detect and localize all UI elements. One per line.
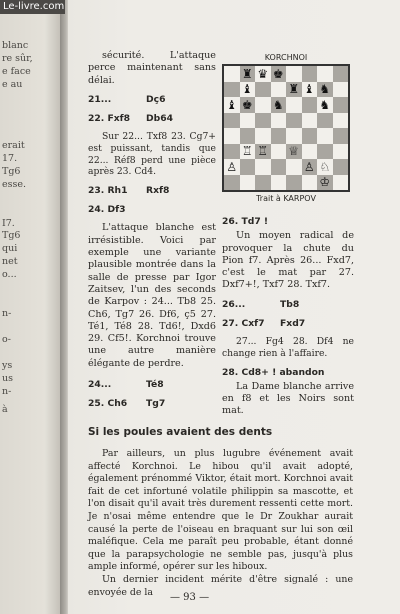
board-square: ♞ xyxy=(317,97,333,113)
board-square xyxy=(286,66,302,82)
move-number: 25. Ch6 xyxy=(88,398,128,410)
board-square: ♖ xyxy=(240,144,256,160)
left-fragment: Tg6 xyxy=(2,166,21,177)
chess-board xyxy=(222,64,350,192)
board-square xyxy=(271,128,287,144)
left-fragment: qui xyxy=(2,243,18,254)
board-square: ♔ xyxy=(317,175,333,191)
board-square xyxy=(286,175,302,191)
board-square xyxy=(333,144,349,160)
board-square xyxy=(333,113,349,129)
left-fragment: blanc xyxy=(2,40,29,51)
board-square xyxy=(317,144,333,160)
move-note: 27... Fg4 28. Df4 ne change rien à l'affaire. xyxy=(222,336,354,359)
board-square: ♚ xyxy=(240,97,256,113)
board-square xyxy=(286,97,302,113)
board-square xyxy=(333,128,349,144)
board-square: ♕ xyxy=(286,144,302,160)
left-fragment: e au xyxy=(2,79,23,90)
board-square: ♜ xyxy=(286,82,302,98)
board-square xyxy=(333,175,349,191)
board-square: ♝ xyxy=(302,82,318,98)
board-square: ♖ xyxy=(255,144,271,160)
move-text: Té8 xyxy=(146,379,164,391)
board-square xyxy=(255,82,271,98)
move-number: 24... xyxy=(88,379,112,391)
final-text: La Dame blanche arrive en f8 et les Noirs sont mat. xyxy=(222,380,354,417)
move-text: 28. Cd8+ ! abandon xyxy=(222,366,325,378)
board-square xyxy=(302,175,318,191)
board-square: ♝ xyxy=(224,97,240,113)
diagram-bottom-label: Trait à KARPOV xyxy=(256,194,316,203)
board-square xyxy=(224,66,240,82)
left-fragment: esse. xyxy=(2,179,27,190)
board-square xyxy=(240,175,256,191)
left-fragment: n- xyxy=(2,386,12,397)
move-text: Tb8 xyxy=(280,298,300,310)
left-fragment: o... xyxy=(2,269,17,280)
move-number: 22. Fxf8 xyxy=(88,113,131,125)
watermark: Le-livre.com xyxy=(0,0,65,14)
board-square: ♞ xyxy=(271,97,287,113)
move-line xyxy=(222,299,354,311)
board-square xyxy=(240,113,256,129)
board-square xyxy=(271,113,287,129)
analysis-paragraph: Un moyen radical de provoquer la chute du Pion f7. Après 26... Fxd7, c'est le mat par 27. Dxf7+!, Txf7 28. Txf7. xyxy=(222,230,354,291)
move-number: 26... xyxy=(222,298,246,310)
board-square xyxy=(333,97,349,113)
board-square xyxy=(302,144,318,160)
move-number: 24. Df3 xyxy=(88,204,126,216)
left-page-edge xyxy=(0,0,64,614)
board-square xyxy=(255,97,271,113)
diagram-top-label: KORCHNOI xyxy=(264,53,308,62)
board-square xyxy=(224,113,240,129)
move-number: 27. Cxf7 xyxy=(222,318,265,330)
board-square xyxy=(333,82,349,98)
move-line xyxy=(88,379,216,391)
move-number: 21... xyxy=(88,93,112,105)
section-paragraph: Un dernier incident mérite d'être signalé : une envoyée de la xyxy=(88,573,353,598)
section-title: Si les poules avaient des dents xyxy=(88,426,273,438)
move-line xyxy=(88,185,216,197)
move-text: Tg7 xyxy=(146,398,166,410)
board-square xyxy=(255,128,271,144)
board-square xyxy=(302,97,318,113)
section-body xyxy=(88,448,353,599)
board-square: ♞ xyxy=(317,82,333,98)
board-square xyxy=(255,113,271,129)
board-square xyxy=(317,128,333,144)
board-square: ♛ xyxy=(255,66,271,82)
board-square xyxy=(224,128,240,144)
board-square xyxy=(286,128,302,144)
board-square xyxy=(302,113,318,129)
page-number: — 93 — xyxy=(170,592,210,603)
move-note: Sur 22... Txf8 23. Cg7+ est puissant, tandis que 22... Réf8 perd une pièce après 23. Cd4. xyxy=(88,131,216,178)
move-line xyxy=(222,216,354,228)
left-fragment: à xyxy=(2,404,8,415)
move-line xyxy=(222,318,354,330)
board-square xyxy=(224,144,240,160)
left-fragment: erait xyxy=(2,140,25,151)
intro-text: sécurité. L'attaque perce maintenant sans délai. xyxy=(88,50,216,86)
board-square: ♙ xyxy=(224,159,240,175)
board-square xyxy=(286,113,302,129)
left-fragment: I7. xyxy=(2,218,15,229)
left-column xyxy=(88,50,216,417)
board-square xyxy=(240,128,256,144)
section-paragraph: Par ailleurs, un plus lugubre événement avait affecté Korchnoi. Le hibou qu'il avait adopté, également prénommé Viktor, était mort. Korchnoi avait fait de cet infortuné volatile philippin sa mascotte, et l'on disait qu'il avait très durement ressenti cette mort. Je n'osai même entendre que le Dr Zoukhar aurait causé la perte de l'oiseau en braquant sur lui son œil maléfique. Cela me paraît peu probable, étant donné que la parapsychologie ne semble pas, jusqu'à plus ample informé, opérer sur les hiboux. xyxy=(88,448,353,573)
board-square xyxy=(271,82,287,98)
board-square xyxy=(240,159,256,175)
board-square xyxy=(333,66,349,82)
move-line xyxy=(88,113,216,125)
board-square xyxy=(302,66,318,82)
board-square xyxy=(333,159,349,175)
board-square xyxy=(317,113,333,129)
move-line xyxy=(88,398,216,410)
left-fragment: Tg6 xyxy=(2,230,21,241)
board-square xyxy=(255,175,271,191)
left-fragment: net xyxy=(2,256,18,267)
board-square: ♝ xyxy=(240,82,256,98)
board-square xyxy=(255,159,271,175)
move-line xyxy=(222,367,354,379)
board-square: ♙ xyxy=(302,159,318,175)
board-square xyxy=(271,144,287,160)
left-fragment: ys xyxy=(2,360,13,371)
move-number: 23. Rh1 xyxy=(88,184,128,196)
right-column xyxy=(222,216,354,418)
move-line xyxy=(88,94,216,106)
board-square: ♚ xyxy=(271,66,287,82)
board-square: ♘ xyxy=(317,159,333,175)
board-square xyxy=(224,175,240,191)
left-fragment: 17. xyxy=(2,153,18,164)
move-text: Rxf8 xyxy=(146,184,170,196)
chess-diagram xyxy=(221,53,351,203)
left-fragment: e face xyxy=(2,66,31,77)
left-fragment: o- xyxy=(2,334,11,345)
board-square xyxy=(302,128,318,144)
left-fragment: us xyxy=(2,373,13,384)
move-text: Dç6 xyxy=(146,93,166,105)
board-square xyxy=(224,82,240,98)
board-square: ♜ xyxy=(240,66,256,82)
board-square xyxy=(317,66,333,82)
left-fragment: re sûr, xyxy=(2,53,33,64)
move-line xyxy=(88,204,216,216)
analysis-paragraph: L'attaque blanche est irrésistible. Voici par exemple une variante plausible montrée dans la salle de presse par Igor Zaitsev, l'un des seconds de Karpov : 24... Tb8 25. Ch6, Tg7 26. Df6, ç5 27. Té1, Té8 28. Td6!, Dxd6 29. Cf5!. Korchnoi trouve une autre manière élégante de perdre. xyxy=(88,222,216,369)
board-square xyxy=(271,175,287,191)
move-text: Fxd7 xyxy=(280,318,306,330)
left-fragment: n- xyxy=(2,308,12,319)
move-text: Db64 xyxy=(146,113,173,125)
board-square xyxy=(271,159,287,175)
move-text: 26. Td7 ! xyxy=(222,216,269,227)
board-square xyxy=(286,159,302,175)
